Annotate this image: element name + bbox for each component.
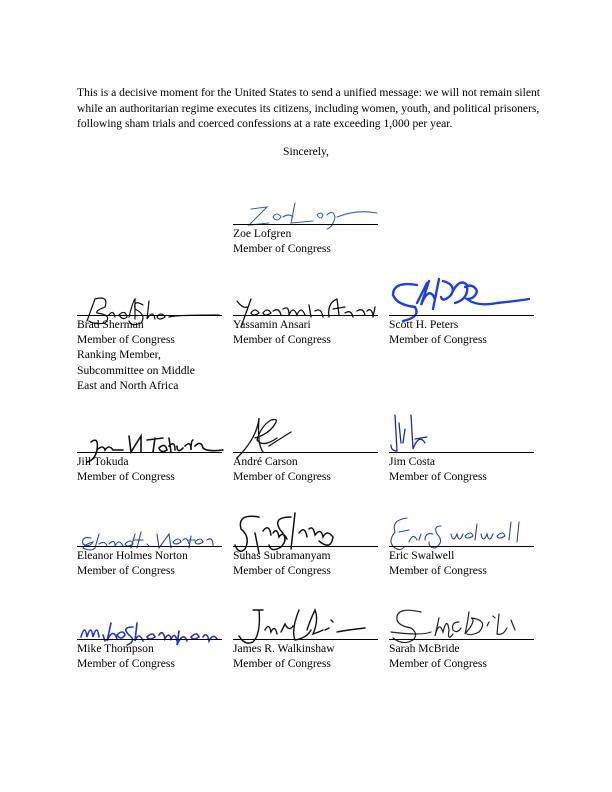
signatory-title: East and North Africa — [77, 378, 179, 392]
signatory-title: Member of Congress — [389, 564, 487, 578]
signatory-name: Scott H. Peters — [389, 318, 459, 331]
signatory-title: Member of Congress — [389, 333, 487, 347]
signatory-name: James R. Walkinshaw — [233, 642, 335, 655]
signatory-name: Eric Swalwell — [389, 549, 455, 562]
signature-line — [389, 546, 534, 547]
signatory-title: Subcommittee on Middle — [77, 363, 195, 377]
signature-line — [389, 639, 534, 640]
signatory-title: Member of Congress — [233, 564, 331, 578]
signatory-name: Jim Costa — [389, 455, 436, 468]
signatory-title: Member of Congress — [233, 242, 331, 256]
signatory-title: Member of Congress — [77, 564, 175, 578]
signatory-title: Member of Congress — [233, 333, 331, 347]
signature-line — [233, 452, 378, 453]
signatory-title: Member of Congress — [233, 657, 331, 671]
signatory-title: Member of Congress — [77, 470, 175, 484]
signature-line — [77, 315, 222, 316]
closing-salutation: Sincerely, — [283, 145, 329, 158]
signatory-title: Ranking Member, — [77, 348, 161, 362]
signature-line — [77, 639, 222, 640]
signatory-title: Member of Congress — [77, 333, 175, 347]
signature-line — [233, 639, 378, 640]
signatory-name: Mike Thompson — [77, 642, 154, 655]
signatory-name: Sarah McBride — [389, 642, 460, 655]
signature-line — [233, 546, 378, 547]
signatory-name: Zoe Lofgren — [233, 227, 292, 240]
signatory-title: Member of Congress — [233, 470, 331, 484]
body-paragraph: This is a decisive moment for the United States to send a unified message: we will not remain silent while an authoritarian regime executes its citizens, including women, youth, and political prisoners, following sham trials and coerced confessions at a rate exceeding 1,000 per year. — [77, 86, 541, 131]
signature-line — [233, 315, 378, 316]
signatory-name: Yassamin Ansari — [233, 318, 311, 331]
signatory-name: Eleanor Holmes Norton — [77, 549, 188, 562]
signatory-name: Brad Sherman — [77, 318, 144, 331]
signature-line — [77, 452, 222, 453]
signatory-title: Member of Congress — [389, 470, 487, 484]
signatory-title: Member of Congress — [389, 657, 487, 671]
signature-line — [233, 224, 378, 225]
signatory-title: Member of Congress — [77, 657, 175, 671]
signatory-name: Suhas Subramanyam — [233, 549, 331, 562]
signature-line — [389, 452, 534, 453]
signature-line — [77, 546, 222, 547]
signature-line — [389, 315, 534, 316]
signatory-name: André Carson — [233, 455, 298, 468]
signatory-name: Jill Tokuda — [77, 455, 129, 468]
